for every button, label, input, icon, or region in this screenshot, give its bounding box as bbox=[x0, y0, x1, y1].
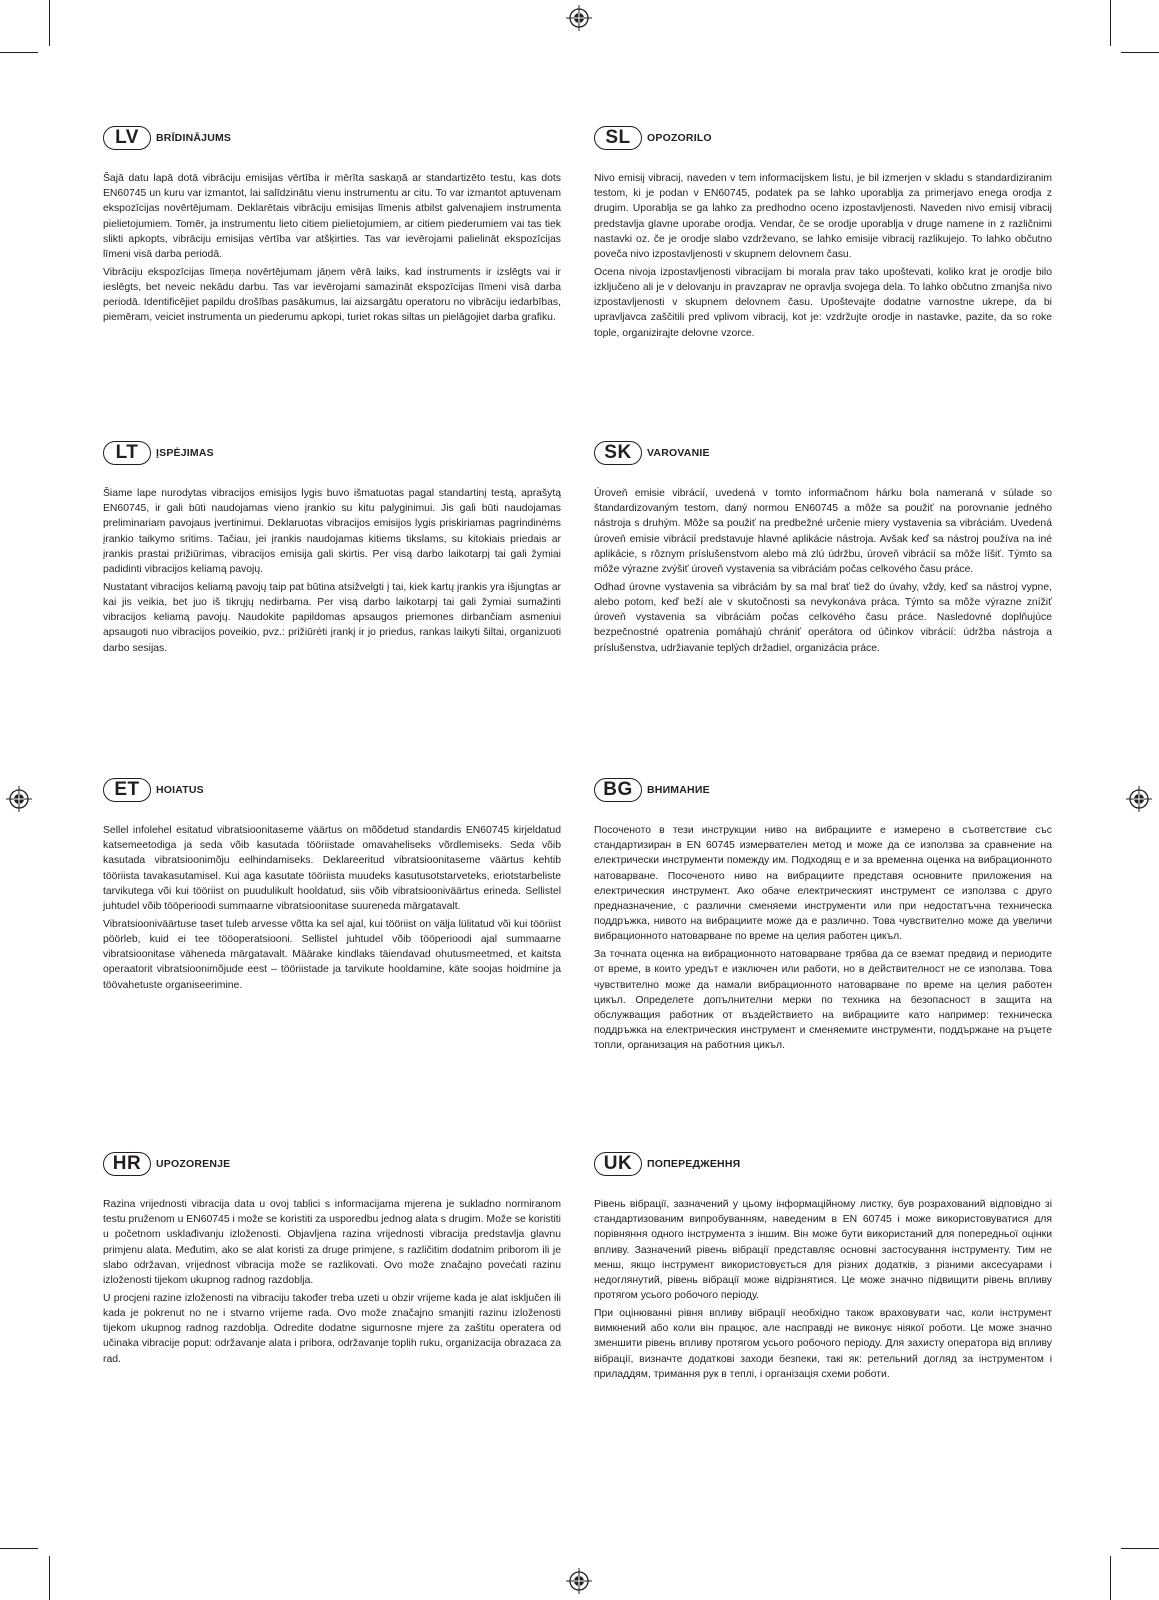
paragraph: Рівень вібрації, зазначений у цьому інформаційному листку, був розрахований відповідно зі стандартизованим випробуванням, наведеним в EN 60745 і може використовуватися для порівняння одного інструмента з іншим. Він може бути використаний для попередньої оцінки впливу. Зазначений рівень вібрації представляє основні застосування інструменту. Тим не менш, якщо інструмент використовується для різних додатків, з різними аксесуарами і недоглянутий, рівень вібрації може відрізнятися. Це може значно підвищити рівень впливу протягом усього робочого періоду. bbox=[594, 1199, 1052, 1302]
section-uk bbox=[594, 1150, 1052, 1385]
crop-mark bbox=[1110, 1556, 1111, 1600]
language-code-badge: HR bbox=[103, 1152, 151, 1176]
section-sk bbox=[594, 439, 1052, 658]
crop-mark bbox=[0, 52, 38, 53]
crop-mark bbox=[0, 1548, 38, 1549]
paragraph: Nustatant vibracijos keliamą pavojų taip pat būtina atsižvelgti į tai, kiek kartų įrankis yra išjungtas ar kai jis veikia, bet juo iš tikrųjų nedirbama. Per visą darbo laikotarpį tai gali žymiai sumažinti vibracijos keliamą pavojų. Naudokite papildomas apsaugos priemones dirbančiam asmeniui apsaugoti nuo vibracijos poveikio, pvz.: prižiūrėti įrankį ir jo priedus, rankas laikyti šiltai, organizuoti darbo sesijas. bbox=[103, 581, 561, 654]
section-title: BRĪDINĀJUMS bbox=[156, 132, 232, 144]
crop-mark bbox=[1121, 1548, 1159, 1549]
language-code-badge: UK bbox=[594, 1152, 642, 1176]
section-title: UPOZORENJE bbox=[156, 1158, 231, 1170]
section-header bbox=[594, 1150, 1052, 1178]
language-code-badge: ET bbox=[103, 778, 151, 802]
paragraph: Šajā datu lapā dotā vibrāciju emisijas vērtība ir mērīta saskaņā ar standartizēto testu, kas dots EN60745 un kuru var izmantot, lai salīdzinātu vienu instrumentu ar citu. To var izmantot aptuvenam ekspozīcijas novērtējumam. Deklarētais vibrāciju emisijas līmenis atbilst galvenajiem instrumenta pielietojumiem. Tomēr, ja instrumentu lieto citiem pielietojumiem, ar citiem piederumiem vai tas tiek slikti apkopts, vibrāciju emisijas vērtība var atšķirties. Tas var ievērojami palielināt ekspozīcijas līmeni visā darba periodā. bbox=[103, 173, 561, 261]
language-code-badge: SK bbox=[594, 441, 642, 465]
paragraph: При оцінюванні рівня впливу вібрації необхідно також враховувати час, коли інструмент вимкнений або коли він працює, але насправді не виконує ніякої роботи. Це може значно зменшити рівень впливу протягом усього робочого періоду. Для захисту оператора від впливу вібрації, визначте додаткові заходи безпеки, такі як: ретельний догляд за інструментом і приладдям, тримання рук в теплі, і організація схеми роботи. bbox=[594, 1308, 1052, 1380]
registration-mark-icon bbox=[566, 5, 592, 31]
language-code-badge: SL bbox=[594, 126, 642, 150]
paragraph: U procjeni razine izloženosti na vibraciju također treba uzeti u obzir vrijeme kada je alat isključen ili kada je pokrenut no ne i stvarno vrijeme rada. Ovo može značajno smanjiti razinu izloženosti tijekom ukupnog radnog razdoblja. Odredite dodatne sigurnosne mjere za zaštitu operatera od učinaka vibracije poput: održavanje alata i pribora, održavanje toplih ruku, organizacija obrazaca za rad. bbox=[103, 1292, 561, 1365]
crop-mark bbox=[49, 1556, 50, 1600]
section-header bbox=[594, 776, 1052, 804]
section-header bbox=[594, 124, 1052, 152]
section-header bbox=[594, 439, 1052, 467]
crop-mark bbox=[49, 0, 50, 46]
section-bg bbox=[594, 776, 1052, 1056]
section-body bbox=[594, 823, 1052, 1054]
paragraph: Šiame lape nurodytas vibracijos emisijos lygis buvo išmatuotas pagal standartinį testą, aprašytą EN60745, ir gali būti naudojamas vieno įrankio su kitu palyginimui. Jis gali būti naudojamas preliminariam pavojaus įvertinimui. Deklaruotas vibracijos emisijos lygis priskiriamas pagrindinėms įrankio taikymo sritims. Tačiau, jei įrankis naudojamas kitiems tikslams, su kitokiais priedais ar įrankis prastai prižiūrimas, vibracijos emisija gali skirtis. Per visą darbo laikotarpį tai gali žymiai padidinti vibracijos keliamą pavojų. bbox=[103, 488, 561, 576]
section-body bbox=[103, 823, 561, 993]
paragraph: За точната оценка на вибрационното натоварване трябва да се вземат предвид и периодите от време, в които уредът е изключен или работи, но в действителност не се използва. Това чувствително може да намали вибрационното натоварване по време на целия работен цикъл. Определете допълнителни мерки по техника на безопасност в защита на обслужващия работник от въздействието на вибрациите като например: техническа поддръжка на електрическия инструмент и сменяемите инструменти, поддържане на ръцете топли, организация на работния цикъл. bbox=[594, 949, 1052, 1052]
section-header bbox=[103, 776, 561, 804]
paragraph: Úroveň emisie vibrácií, uvedená v tomto informačnom hárku bola nameraná v súlade so štandardizovaným testom, daný normou EN60745 a môže sa použiť na porovnanie jedného nástroja s druhým. Môže sa použiť na predbežné určenie miery vystavenia sa vibráciám. Uvedená úroveň emisie vibrácií predstavuje hlavné aplikácie nástroja. Avšak keď sa nástroj používa na iné aplikácie, s rôznym príslušenstvom alebo má zlú údržbu, úroveň vibrácií sa môže líšiť. Týmto sa môže výrazne zvýšiť úroveň vystavenia sa vibráciám počas celkového času práce. bbox=[594, 488, 1052, 576]
language-code-badge: LT bbox=[103, 441, 151, 465]
section-body bbox=[594, 171, 1052, 341]
section-sl bbox=[594, 124, 1052, 343]
paragraph: Odhad úrovne vystavenia sa vibráciám by sa mal brať tiež do úvahy, vždy, keď sa nástroj vypne, alebo potom, keď beží ale v skutočnosti sa nevykonáva práca. Týmto sa môže výrazne znížiť úroveň vystavenia sa vibráciám počas celkového času práce. Nasledovné doplňujúce bezpečnostné opatrenia pomáhajú chrániť operátora od účinkov vibrácií: údržba nástroja a príslušenstva, udržiavanie teplých držadiel, organizácia práce. bbox=[594, 581, 1052, 654]
section-title: OPOZORILO bbox=[647, 132, 712, 144]
section-title: ВНИМАНИЕ bbox=[647, 784, 710, 796]
section-body bbox=[103, 1197, 561, 1367]
language-code-badge: BG bbox=[594, 778, 642, 802]
registration-mark-icon bbox=[6, 786, 32, 812]
paragraph: Sellel infolehel esitatud vibratsioonitaseme väärtus on mõõdetud standardis EN60745 kirjeldatud katsemeetodiga ja seda võib kasutada tööriistade omavaheliseks võrdlemiseks. Seda võib kasutada vibratsioonimõju eelhindamiseks. Deklareeritud vibratsioonitaseme väärtus kehtib tööriista tavakasutamisel. Kui aga kasutate tööriista muudeks kasutusotstarveteks, eriotstarbeliste tarvikutega või kui tööriist on puudulikult hooldatud, siis võib vibratsiooniväärtus erineda. Sellistel juhtudel võib tööperioodi summaarne vibratsioonitase suureneda märgatavalt. bbox=[103, 825, 561, 913]
registration-mark-icon bbox=[1126, 786, 1152, 812]
paragraph: Vibratsiooniväärtuse taset tuleb arvesse võtta ka sel ajal, kui tööriist on välja lülitatud või kui tööriist pöörleb, kuid ei tee tööoperatsiooni. Sellistel juhtudel võib tööperioodi ajal summaarne vibratsioonitase väheneda märgatavalt. Määrake kindlaks täiendavad ohutusmeetmed, et kaitsta operaatorit vibratsioonimõjude eest – tööriistade ja tarvikute hooldamine, käte soojas hoidmine ja töövahetuste organiseerimine. bbox=[103, 918, 561, 991]
registration-mark-icon bbox=[566, 1568, 592, 1594]
section-hr bbox=[103, 1150, 561, 1369]
language-code-badge: LV bbox=[103, 126, 151, 150]
paragraph: Vibrāciju ekspozīcijas līmeņa novērtējumam jāņem vērā laiks, kad instruments ir izslēgts vai ir ieslēgts, bet neveic nekādu darbu. Tas var ievērojami samazināt ekspozīcijas līmeni visā darba periodā. Identificējiet papildu drošības pasākumus, lai aizsargātu operatoru no vibrāciju iedarbības, piemēram, veiciet instrumenta un piederumu apkopi, turiet rokas siltas un pielāgojiet darba grafiku. bbox=[103, 266, 561, 324]
paragraph: Nivo emisij vibracij, naveden v tem informacijskem listu, je bil izmerjen v skladu s standardiziranim testom, ki je podan v EN60745, podatek pa se lahko uporablja za primerjavo enega orodja z drugim. Uporablja se ga lahko za predhodno oceno izpostavljenosti. Naveden nivo emisij vibracij predstavlja glavne uporabe orodja. Vendar, če se orodje uporablja v druge namene in z različnimi nastavki oz. če je orodje slabo vzdrževano, se lahko emisije vibracij razlikujejo. To lahko občutno poveča nivo izpostavljenosti v skupnem delovnem času. bbox=[594, 173, 1052, 261]
section-header bbox=[103, 124, 561, 152]
section-et bbox=[103, 776, 561, 995]
section-title: ПОПЕРЕДЖЕННЯ bbox=[647, 1158, 741, 1170]
section-header bbox=[103, 439, 561, 467]
section-body bbox=[103, 171, 561, 326]
section-body bbox=[594, 486, 1052, 656]
section-header bbox=[103, 1150, 561, 1178]
paragraph: Razina vrijednosti vibracija data u ovoj tablici s informacijama mjerena je sukladno normiranom testu pruženom u EN60745 i može se koristiti za usporedbu jednog alata s drugim. Može se koristiti u početnom usklađivanju izloženosti. Objavljena razina vrijednosti vibracija predstavlja glavnu primjenu alata. Međutim, ako se alat koristi za druge primjene, s različitim dodatnim priborom ili je slabo održavan, vrijednost vibracija može se razlikovati. Ovo može značajno povećati razinu izloženosti tijekom ukupnog radnog razdoblja. bbox=[103, 1199, 561, 1287]
crop-mark bbox=[1121, 52, 1159, 53]
paragraph: Ocena nivoja izpostavljenosti vibracijam bi morala prav tako upoštevati, koliko krat je orodje bilo izključeno ali je v delovanju in pravzaprav ne opravlja svojega dela. To lahko občutno zmanjša nivo izpostavljenosti v skupnem delovnem času. Upoštevajte dodatne varnostne ukrepe, da bi upravljavca zaščitili pred vplivom vibracij, kot je: vzdržujte orodje in nastavke, pazite, da so roke tople, organizirajte delovne vzorce. bbox=[594, 266, 1052, 339]
section-lt bbox=[103, 439, 561, 658]
section-title: ĮSPĖJIMAS bbox=[156, 447, 214, 459]
section-body bbox=[103, 486, 561, 656]
section-body bbox=[594, 1197, 1052, 1382]
crop-mark bbox=[1110, 0, 1111, 46]
section-lv bbox=[103, 124, 561, 328]
section-title: VAROVANIE bbox=[647, 447, 710, 459]
paragraph: Посоченото в тези инструкции ниво на вибрациите е измерено в съответствие със стандартизиран в EN 60745 измервателен метод и може да се използва за сравнение на електрически инструменти помежду им. Подходящ е и за временна оценка на вибрационното натоварване. Посоченото ниво на вибрациите представя основните приложения на електрическия инструмент. Ако обаче електрическият инструмент се използва с друго предназначение, с различни сменяеми инструменти или при недостатъчна техническа поддръжка, нивото на вибрациите може да е различно. Това чувствително може да увеличи вибрационното натоварване по време на целия работен цикъл. bbox=[594, 825, 1052, 943]
section-title: HOIATUS bbox=[156, 784, 204, 796]
